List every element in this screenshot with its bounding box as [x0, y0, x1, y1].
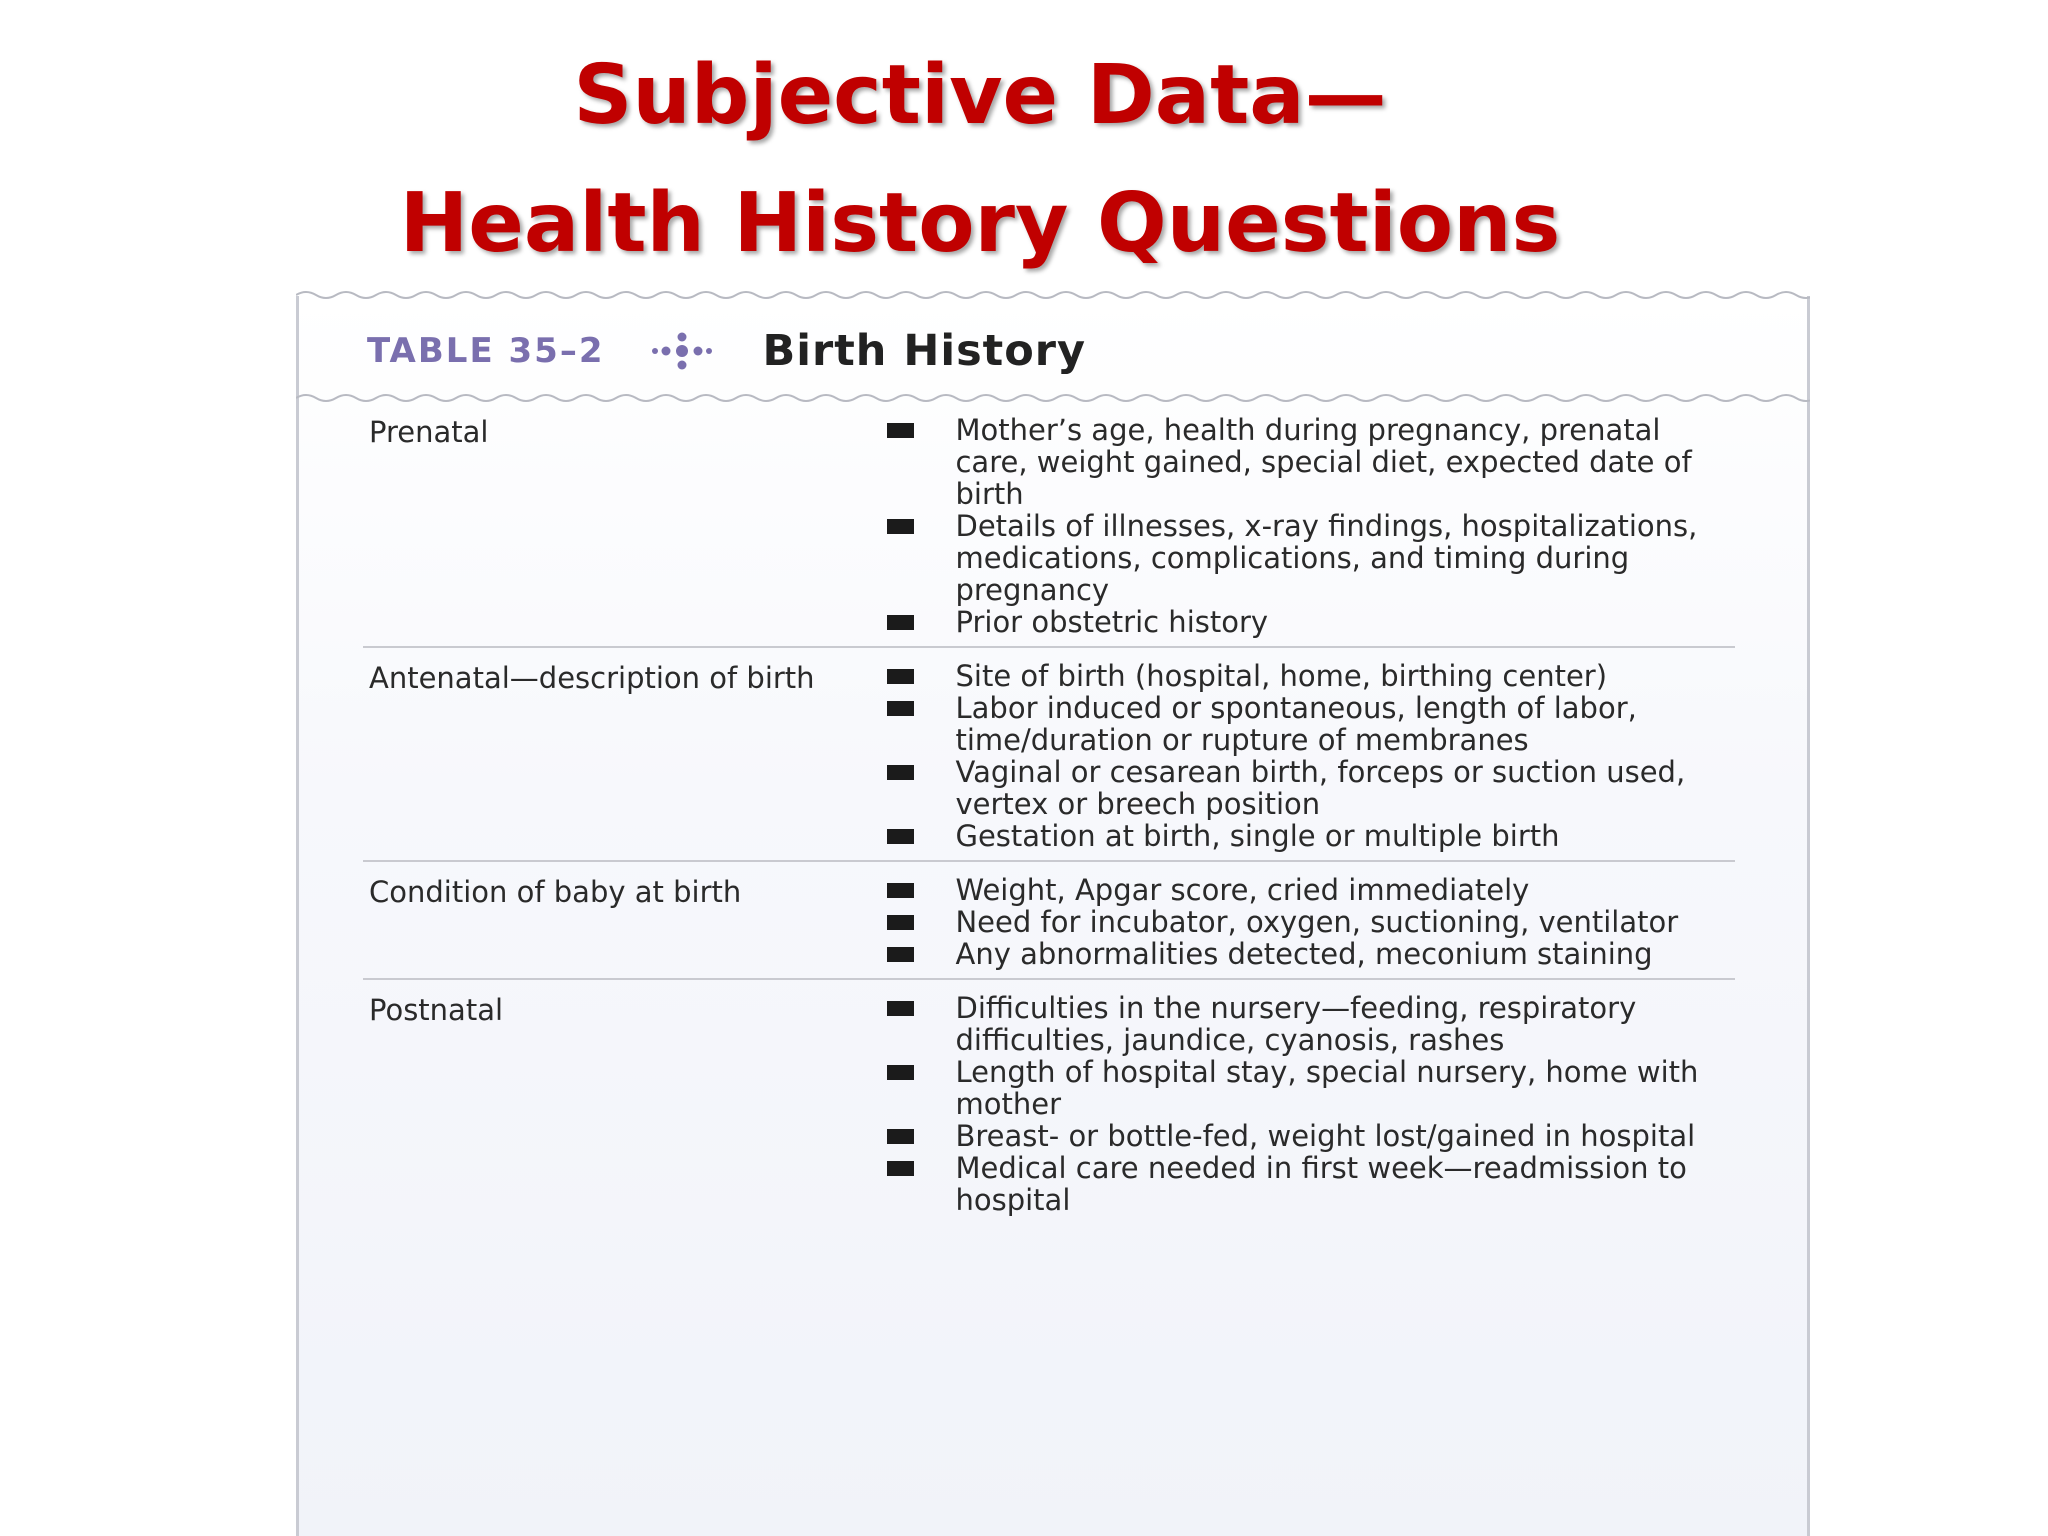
- square-bullet-icon: [887, 829, 914, 844]
- flourish-icon: [650, 331, 714, 371]
- list-item-text: Labor induced or spontaneous, length of labor, time/duration or rupture of membranes: [955, 691, 1637, 757]
- table-row: [363, 992, 1735, 1224]
- list-item: [887, 756, 1735, 820]
- square-bullet-icon: [887, 669, 914, 684]
- list-item: [887, 692, 1735, 756]
- square-bullet-icon: [887, 1129, 914, 1144]
- row-label: Postnatal: [369, 993, 504, 1027]
- row-item-list: [887, 874, 1735, 970]
- square-bullet-icon: [887, 947, 914, 962]
- square-bullet-icon: [887, 615, 914, 630]
- table-title: Birth History: [762, 326, 1086, 376]
- table-row: [363, 414, 1735, 648]
- square-bullet-icon: [887, 915, 914, 930]
- list-item: [887, 874, 1735, 906]
- table-row: [363, 660, 1735, 862]
- square-bullet-icon: [887, 1065, 914, 1080]
- square-bullet-icon: [887, 765, 914, 780]
- list-item: [887, 510, 1735, 606]
- list-item-text: Breast- or bottle-fed, weight lost/gained in hospital: [955, 1119, 1696, 1153]
- list-item-text: Site of birth (hospital, home, birthing center): [955, 659, 1608, 693]
- list-item: [887, 606, 1735, 638]
- row-item-list: [887, 992, 1735, 1216]
- table-number-label: TABLE 35–2: [367, 331, 605, 371]
- list-item: [887, 938, 1735, 970]
- square-bullet-icon: [887, 701, 914, 716]
- birth-history-table: [296, 296, 1810, 1536]
- list-item-text: Mother’s age, health during pregnancy, prenatal care, weight gained, special diet, expected date of birth: [955, 413, 1692, 511]
- list-item: [887, 1056, 1735, 1120]
- list-item-text: Difficulties in the nursery—feeding, respiratory difficulties, jaundice, cyanosis, rashes: [955, 991, 1637, 1057]
- row-label: Antenatal—description of birth: [369, 661, 815, 695]
- list-item-text: Vaginal or cesarean birth, forceps or suction used, vertex or breech position: [955, 755, 1686, 821]
- row-item-list: [887, 414, 1735, 638]
- list-item-text: Medical care needed in first week—readmission to hospital: [955, 1151, 1687, 1217]
- list-item-text: Need for incubator, oxygen, suctioning, ventilator: [955, 905, 1679, 939]
- table-rows: [363, 414, 1735, 1224]
- list-item-text: Weight, Apgar score, cried immediately: [955, 873, 1530, 907]
- row-label: Prenatal: [369, 415, 489, 449]
- slide-title-line-2: Health History Questions: [399, 176, 1561, 271]
- row-item-list: [887, 660, 1735, 852]
- wavy-header-divider: [296, 391, 1810, 405]
- list-item: [887, 820, 1735, 852]
- square-bullet-icon: [887, 1161, 914, 1176]
- slide-title-line-1: Subjective Data—: [573, 48, 1387, 143]
- list-item: [887, 414, 1735, 510]
- list-item: [887, 1120, 1735, 1152]
- list-item: [887, 906, 1735, 938]
- list-item-text: Any abnormalities detected, meconium staining: [955, 937, 1653, 971]
- slide-title: [0, 32, 1960, 288]
- row-label: Condition of baby at birth: [369, 875, 742, 909]
- table-row: [363, 874, 1735, 980]
- square-bullet-icon: [887, 883, 914, 898]
- square-bullet-icon: [887, 1001, 914, 1016]
- square-bullet-icon: [887, 519, 914, 534]
- wavy-top-border: [296, 288, 1810, 302]
- table-header: [367, 326, 1086, 376]
- list-item-text: Details of illnesses, x-ray findings, hospitalizations, medications, complications, and timing during pregnancy: [955, 509, 1698, 607]
- list-item-text: Gestation at birth, single or multiple birth: [955, 819, 1560, 853]
- list-item: [887, 1152, 1735, 1216]
- list-item: [887, 660, 1735, 692]
- list-item-text: Length of hospital stay, special nursery, home with mother: [955, 1055, 1699, 1121]
- square-bullet-icon: [887, 423, 914, 438]
- list-item: [887, 992, 1735, 1056]
- list-item-text: Prior obstetric history: [955, 605, 1269, 639]
